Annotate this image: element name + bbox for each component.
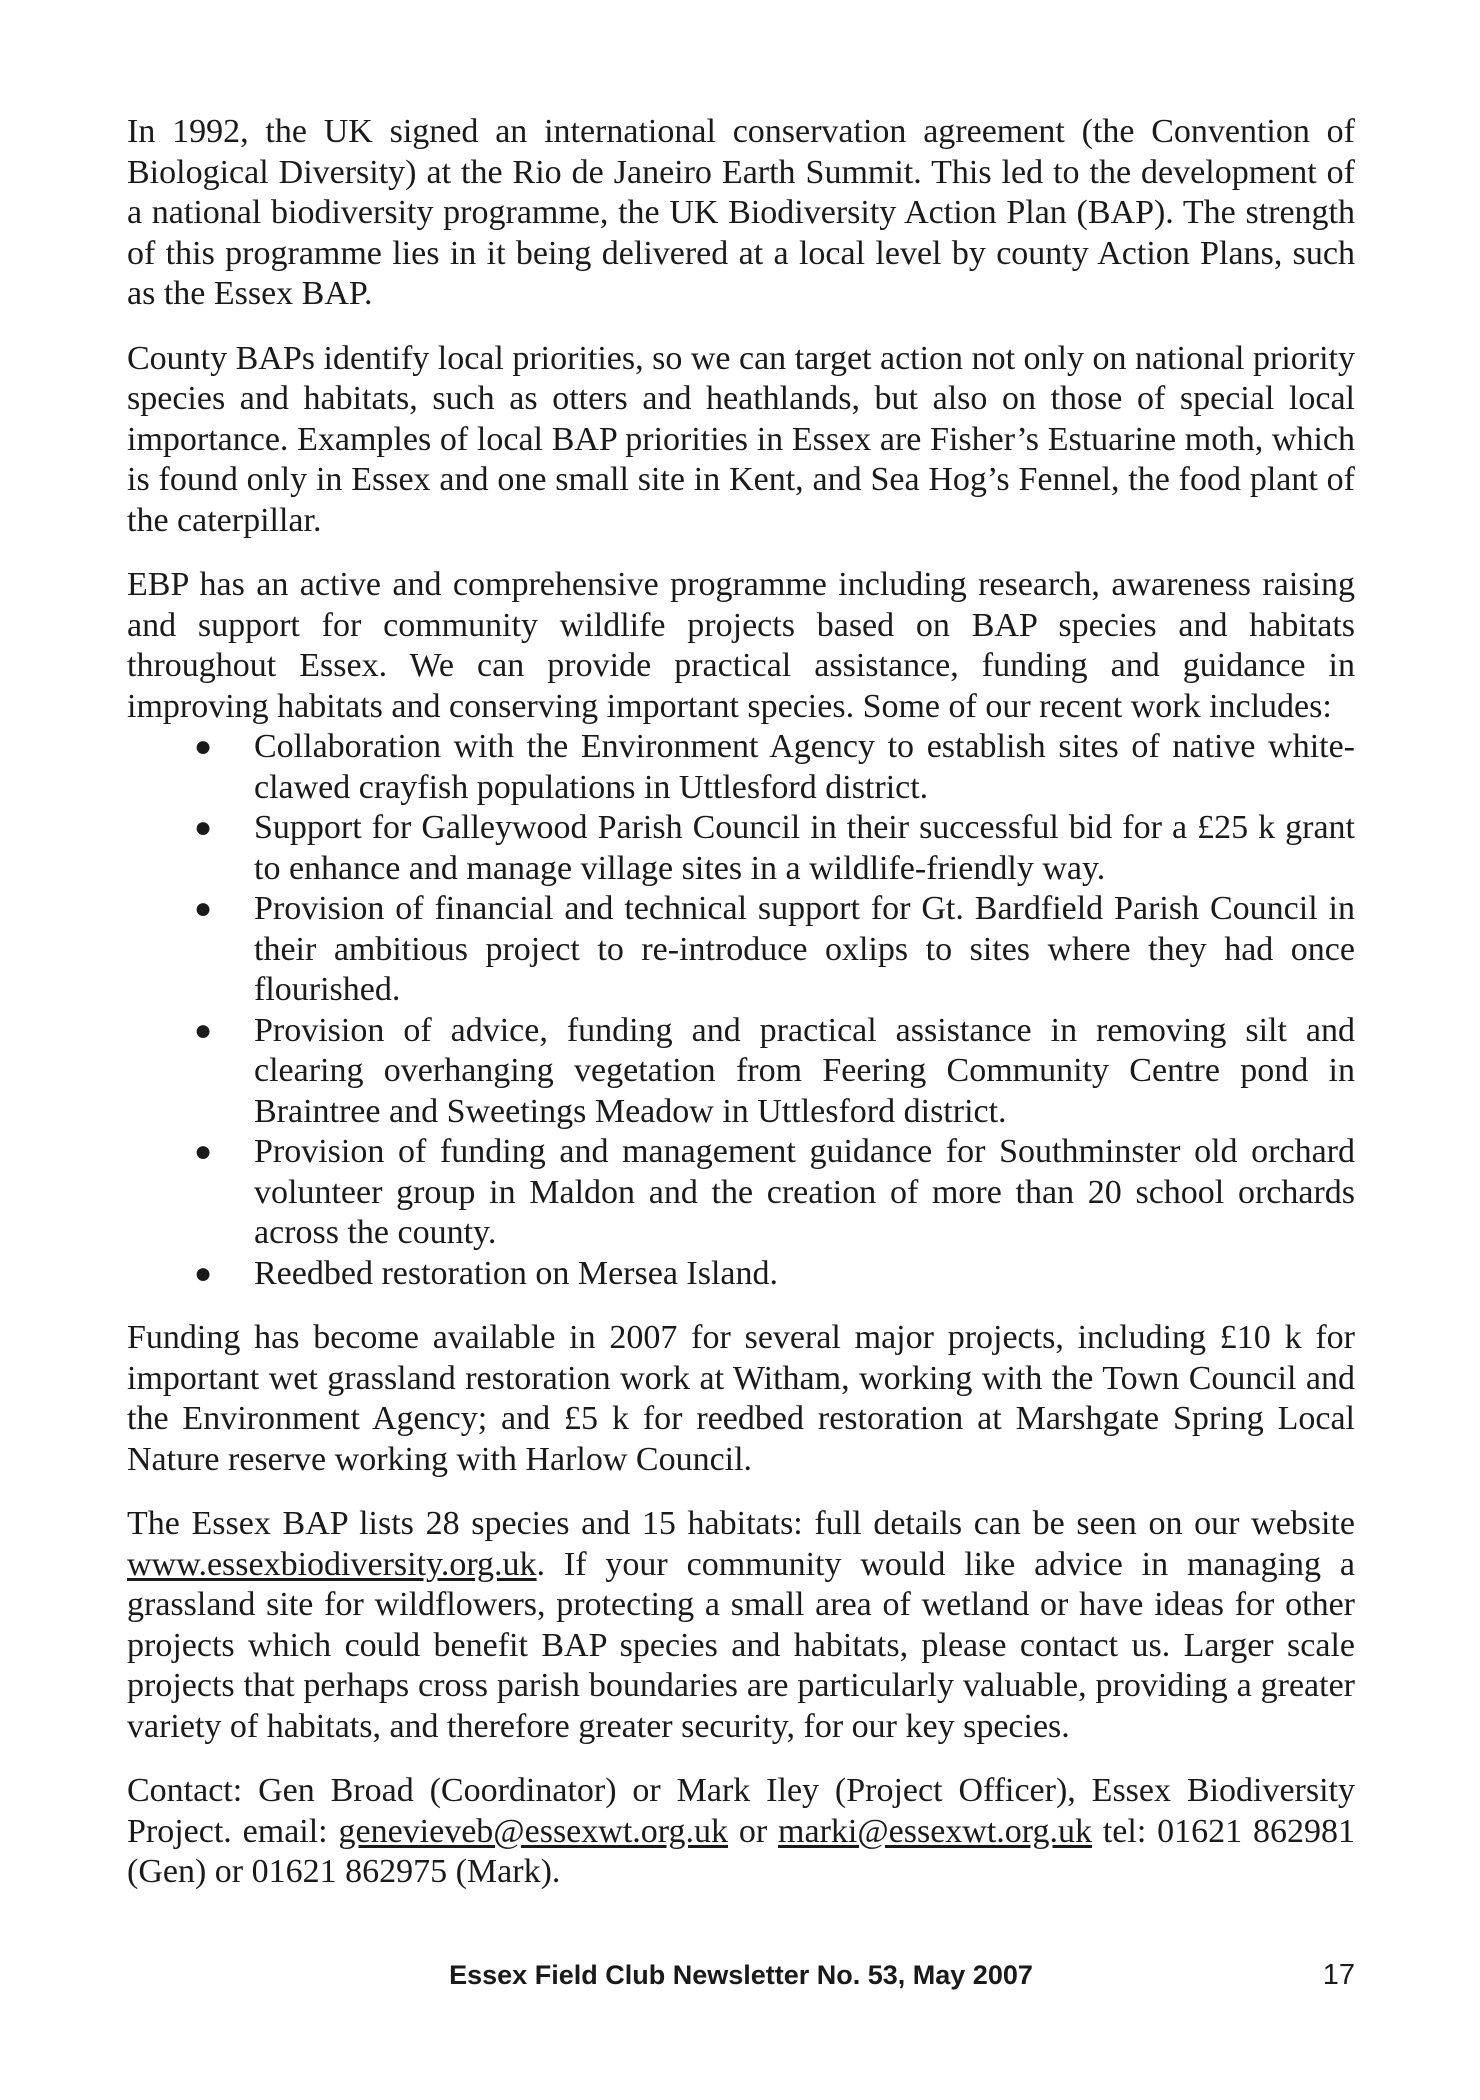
list-item-text: Provision of financial and technical support for Gt. Bardfield Parish Council in their ambitious project to re-introduce oxlips to sites where they had once flourished.	[254, 890, 1355, 1008]
contact-text: tel: 01621 862981 (Gen) or 01621 862975 (Mark).	[127, 1812, 1356, 1890]
bullet-icon: ●	[194, 1013, 213, 1047]
paragraph-text: . If your community would like advice in managing a grassland site for wildflowers, protecting a small area of wetland or have ideas for other projects which could benefit BAP species and habitats, please contact us. Larger scale projects that perhaps cross parish boundaries are particularly valuable, providing a greater variety of habitats, and therefore greater security, for our key species.	[127, 1545, 1355, 1745]
email-link-gen[interactable]: genevieveb@essexwt.org.uk	[338, 1812, 728, 1850]
email-link-mark[interactable]: marki@essexwt.org.uk	[778, 1812, 1092, 1850]
list-item	[127, 1132, 1355, 1254]
page-footer	[127, 1955, 1355, 1995]
list-item	[127, 889, 1355, 1011]
bullet-icon: ●	[194, 1256, 213, 1290]
bullet-icon: ●	[194, 811, 213, 844]
list-item-text: Provision of advice, funding and practical assistance in removing silt and clearing overhanging vegetation from Feering Community Centre pond in Braintree and Sweetings Meadow in Uttlesford district.	[254, 1011, 1355, 1130]
website-link[interactable]: www.essexbiodiversity.org.uk	[127, 1545, 537, 1583]
bullet-icon: ●	[194, 892, 213, 925]
list-item-text: Support for Galleywood Parish Council in their successful bid for a £25 k grant to enhance and manage village sites in a wildlife-friendly way.	[254, 809, 1355, 887]
list-item	[127, 727, 1355, 808]
paragraph-funding: Funding has become available in 2007 for several major projects, including £10 k for important wet grassland restoration work at Witham, working with the Town Council and the Environment Agency; and £5 k for reedbed restoration at Marshgate Spring Local Nature reserve working with Harlow Council.	[127, 1319, 1355, 1478]
newsletter-title: Essex Field Club Newsletter No. 53, May 2007	[449, 1960, 1033, 1990]
list-item	[127, 1254, 1355, 1295]
paragraph-text: The Essex BAP lists 28 species and 15 habitats: full details can be seen on our website	[127, 1505, 1355, 1542]
paragraph-ebp-programme: EBP has an active and comprehensive programme including research, awareness raising and support for community wildlife projects based on BAP species and habitats throughout Essex. We can provide practical assistance, funding and guidance in improving habitats and conserving important species. Some of our recent work includes:	[127, 566, 1355, 725]
bullet-icon: ●	[194, 730, 213, 763]
list-item	[127, 1011, 1355, 1133]
list-item-text: Reedbed restoration on Mersea Island.	[254, 1254, 778, 1292]
paragraph-intro: In 1992, the UK signed an international conservation agreement (the Convention of Biological Diversity) at the Rio de Janeiro Earth Summit. This led to the development of a national biodiversity programme, the UK Biodiversity Action Plan (BAP). The strength of this programme lies in it being delivered at a local level by county Action Plans, such as the Essex BAP.	[127, 113, 1355, 312]
list-item-text: Collaboration with the Environment Agency to establish sites of native white-clawed crayfish populations in Uttlesford district.	[254, 728, 1355, 806]
paragraph-county-baps: County BAPs identify local priorities, so we can target action not only on national priority species and habitats, such as otters and heathlands, but also on those of special local importance. Examples of local BAP priorities in Essex are Fisher’s Estuarine moth, which is found only in Essex and one small site in Kent, and Sea Hog’s Fennel, the food plant of the caterpillar.	[127, 339, 1355, 539]
paragraph-essex-bap	[127, 1504, 1355, 1747]
paragraph-contact	[127, 1771, 1355, 1893]
contact-text: or	[738, 1812, 768, 1850]
article-body	[127, 112, 1355, 1917]
page-number: 17	[1322, 1959, 1355, 1991]
list-item-text: Provision of funding and management guidance for Southminster old orchard volunteer group in Maldon and the creation of more than 20 school orchards across the county.	[254, 1133, 1355, 1251]
bullet-icon: ●	[194, 1135, 213, 1168]
list-item	[127, 808, 1355, 889]
contact-text: Contact: Gen Broad (Coordinator) or Mark Iley (Project Officer), Essex Biodiversity Project. email:	[127, 1772, 1355, 1850]
recent-work-list	[127, 727, 1355, 1294]
